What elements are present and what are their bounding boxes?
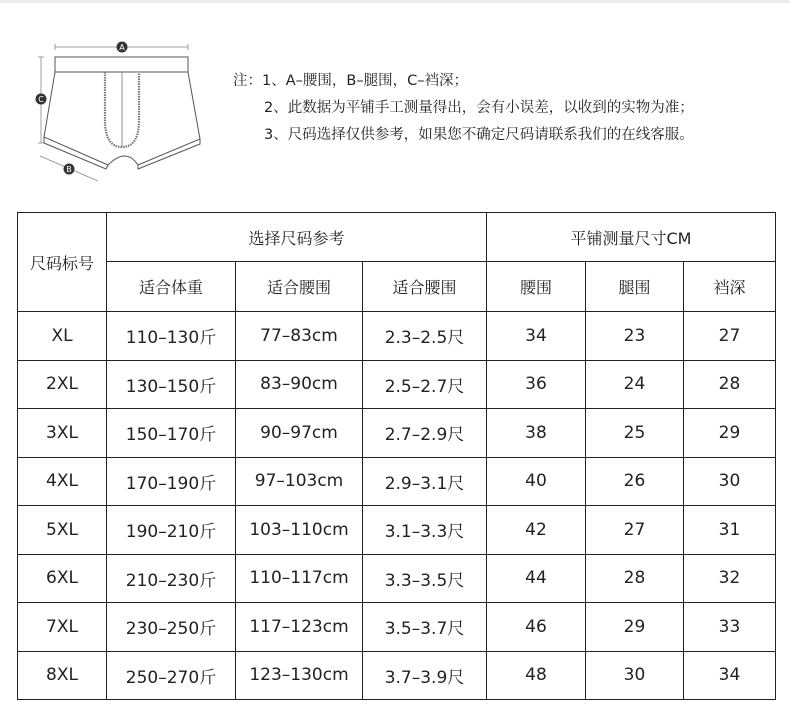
col-header-rise: 裆深 [684, 262, 776, 312]
size-cell: 3XL [18, 409, 107, 458]
waist-cm-cell: 83–90cm [236, 360, 363, 409]
table-row [18, 651, 776, 700]
underwear-measurement-diagram [30, 35, 220, 190]
size-cell: 6XL [18, 554, 107, 603]
leg-cell: 26 [586, 457, 684, 506]
group-header-reference: 选择尺码参考 [107, 213, 487, 262]
table-row [18, 409, 776, 458]
header-row-groups [18, 213, 776, 262]
leg-cell: 28 [586, 554, 684, 603]
size-label-header: 尺码标号 [18, 213, 107, 312]
rise-cell: 30 [684, 457, 776, 506]
leg-cell: 25 [586, 409, 684, 458]
rise-cell: 32 [684, 554, 776, 603]
rise-cell: 34 [684, 651, 776, 700]
col-header-weight: 适合体重 [107, 262, 236, 312]
leg-cell: 29 [586, 603, 684, 652]
leg-cell: 24 [586, 360, 684, 409]
table-row [18, 457, 776, 506]
waist-cell: 36 [487, 360, 586, 409]
waist-cell: 34 [487, 312, 586, 361]
size-cell: 8XL [18, 651, 107, 700]
table-row [18, 360, 776, 409]
rise-cell: 29 [684, 409, 776, 458]
waist-cm-cell: 97–103cm [236, 457, 363, 506]
header-row-columns [18, 262, 776, 312]
waist-chi-cell: 2.7–2.9尺 [363, 409, 487, 458]
weight-cell: 170–190斤 [107, 457, 236, 506]
leg-cell: 23 [586, 312, 684, 361]
weight-cell: 130–150斤 [107, 360, 236, 409]
size-cell: 4XL [18, 457, 107, 506]
col-header-waist: 腰围 [487, 262, 586, 312]
label-b: B [66, 165, 72, 175]
waist-cm-cell: 103–110cm [236, 506, 363, 555]
waist-cm-cell: 123–130cm [236, 651, 363, 700]
waist-cm-cell: 110–117cm [236, 554, 363, 603]
top-border [0, 0, 790, 3]
col-header-waist-chi: 适合腰围 [363, 262, 487, 312]
label-c: C [38, 95, 44, 105]
rise-cell: 31 [684, 506, 776, 555]
notes-prefix: 注： [233, 73, 262, 89]
rise-cell: 33 [684, 603, 776, 652]
col-header-waist-cm: 适合腰围 [236, 262, 363, 312]
table-row [18, 506, 776, 555]
note-3: 3、尺码选择仅供参考，如果您不确定尺码请联系我们的在线客服。 [264, 127, 694, 143]
waist-cell: 38 [487, 409, 586, 458]
table-row [18, 603, 776, 652]
waist-chi-cell: 3.5–3.7尺 [363, 603, 487, 652]
size-cell: XL [18, 312, 107, 361]
rise-cell: 28 [684, 360, 776, 409]
table-row [18, 554, 776, 603]
waist-chi-cell: 3.1–3.3尺 [363, 506, 487, 555]
size-notes [233, 68, 694, 149]
waist-cell: 40 [487, 457, 586, 506]
size-cell: 2XL [18, 360, 107, 409]
note-1: 注：1、A–腰围，B–腿围，C–裆深； [233, 73, 468, 89]
col-header-leg: 腿围 [586, 262, 684, 312]
size-cell: 7XL [18, 603, 107, 652]
leg-cell: 30 [586, 651, 684, 700]
waist-chi-cell: 2.5–2.7尺 [363, 360, 487, 409]
table-row [18, 312, 776, 361]
weight-cell: 230–250斤 [107, 603, 236, 652]
waist-cm-cell: 77–83cm [236, 312, 363, 361]
waist-cm-cell: 90–97cm [236, 409, 363, 458]
group-header-measurement: 平铺测量尺寸CM [487, 213, 776, 262]
note-2: 2、此数据为平铺手工测量得出，会有小误差，以收到的实物为准； [264, 100, 694, 116]
rise-cell: 27 [684, 312, 776, 361]
waist-chi-cell: 3.3–3.5尺 [363, 554, 487, 603]
waist-cm-cell: 117–123cm [236, 603, 363, 652]
label-a: A [119, 43, 125, 53]
waist-chi-cell: 2.3–2.5尺 [363, 312, 487, 361]
weight-cell: 110–130斤 [107, 312, 236, 361]
waist-cell: 46 [487, 603, 586, 652]
weight-cell: 250–270斤 [107, 651, 236, 700]
waist-chi-cell: 2.9–3.1尺 [363, 457, 487, 506]
waist-cell: 42 [487, 506, 586, 555]
waist-chi-cell: 3.7–3.9尺 [363, 651, 487, 700]
waist-cell: 44 [487, 554, 586, 603]
weight-cell: 150–170斤 [107, 409, 236, 458]
weight-cell: 190–210斤 [107, 506, 236, 555]
weight-cell: 210–230斤 [107, 554, 236, 603]
waist-cell: 48 [487, 651, 586, 700]
leg-cell: 27 [586, 506, 684, 555]
size-chart-table [17, 212, 776, 700]
size-cell: 5XL [18, 506, 107, 555]
